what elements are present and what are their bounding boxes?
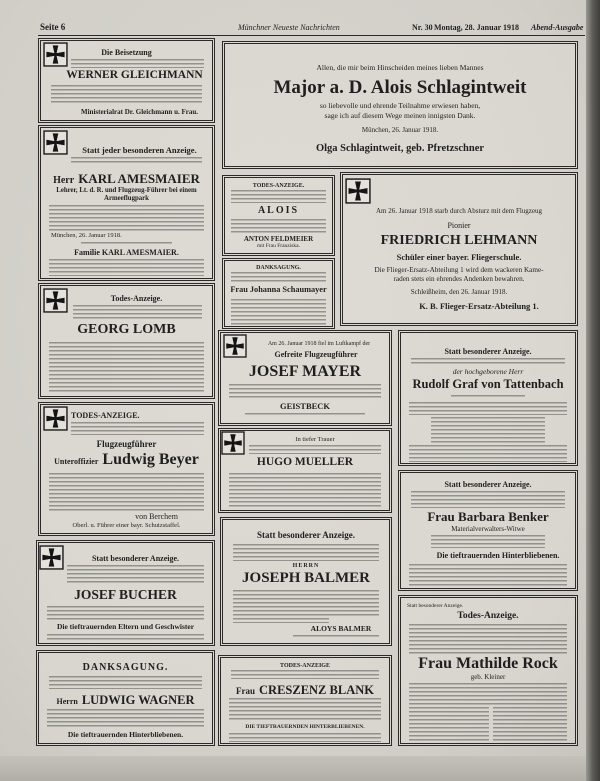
illegible-text-lines bbox=[49, 342, 204, 394]
deceased-name-line bbox=[221, 682, 389, 698]
newspaper-title: Münchner Neueste Nachrichten bbox=[238, 23, 340, 32]
illegible-text-lines bbox=[231, 190, 326, 203]
deceased-name: LUDWIG WAGNER bbox=[81, 693, 195, 707]
illegible-text-lines bbox=[49, 205, 204, 231]
notice-heading: In tiefer Trauer bbox=[295, 436, 335, 443]
deceased-name: Rudolf Graf von Tattenbach bbox=[412, 377, 564, 391]
name-prefix: Herr bbox=[53, 175, 75, 186]
notice-heading: Todes-Anzeige. bbox=[457, 611, 519, 621]
notice-signature: von Berchem bbox=[135, 512, 178, 521]
notice-signature: ALOYS BALMER bbox=[310, 624, 372, 633]
maiden-name: geb. Kleiner bbox=[470, 673, 506, 681]
notice-heading: Statt besonderer Anzeige. bbox=[444, 480, 532, 489]
notice-lehmann bbox=[340, 172, 578, 326]
deceased-name: ALOIS bbox=[257, 205, 300, 216]
deceased-name: CRESZENZ BLANK bbox=[259, 683, 374, 697]
notice-text-line: raden stets ein ehrendes Andenken bewahren. bbox=[393, 275, 525, 283]
next-page-edge bbox=[586, 0, 600, 781]
illegible-text-lines bbox=[71, 59, 204, 68]
illegible-text-lines bbox=[47, 709, 204, 727]
notice-blank bbox=[218, 655, 392, 746]
notice-text-line: Allen, die mir beim Hinscheiden meines lieben Mannes bbox=[316, 63, 484, 72]
notice-intro: der hochgeborene Herr bbox=[452, 367, 524, 376]
illegible-text-lines bbox=[49, 473, 204, 511]
rank-line: Lehrer, Lt. d. R. und Flugzeug-Führer bei einem bbox=[56, 187, 197, 194]
illegible-text-lines bbox=[233, 544, 379, 561]
illegible-text-lines bbox=[231, 219, 326, 233]
page-bottom-margin bbox=[0, 756, 586, 781]
signature-role: Oberl. u. Führer einer bayr. Schutzstaffel. bbox=[72, 522, 181, 529]
iron-cross-graphic bbox=[43, 406, 68, 431]
deceased-name: GEORG LOMB bbox=[77, 322, 176, 337]
notice-schaumayer bbox=[222, 258, 335, 329]
notice-beyer bbox=[38, 402, 215, 536]
notice-mayer bbox=[218, 330, 392, 426]
notice-signature: Ministerialrat Dr. Gleichmann u. Frau. bbox=[81, 108, 198, 116]
deceased-role: Flugzeugführer bbox=[96, 439, 157, 449]
deceased-name: Ludwig Beyer bbox=[102, 451, 199, 468]
iron-cross-icon bbox=[345, 178, 371, 204]
notice-text-line: Die Flieger-Ersatz-Abteilung 1 wird dem wackeren Kame- bbox=[374, 266, 544, 274]
illegible-text-lines bbox=[245, 413, 365, 417]
iron-cross-icon bbox=[43, 130, 68, 155]
illegible-text-lines bbox=[231, 299, 326, 325]
deceased-name-line bbox=[39, 692, 212, 708]
notice-heading: Statt jeder besonderen Anzeige. bbox=[82, 145, 197, 155]
deceased-name: JOSEPH BALMER bbox=[242, 570, 370, 586]
notice-signature: Die tieftrauernden Hinterbliebenen. bbox=[67, 730, 184, 739]
edition: Abend-Ausgabe bbox=[531, 23, 584, 32]
illegible-text-lines bbox=[229, 384, 381, 399]
illegible-text-lines bbox=[233, 618, 329, 623]
deceased-role: Schüler einer bayer. Fliegerschule. bbox=[396, 252, 522, 262]
illegible-text-lines bbox=[409, 564, 567, 588]
illegible-text-lines bbox=[409, 683, 567, 705]
notice-signature: GEISTBECK bbox=[279, 401, 331, 411]
illegible-text-lines bbox=[71, 422, 204, 435]
notice-text-line: sage ich auf diesem Wege meinen innigsten Dank. bbox=[324, 111, 476, 120]
illegible-text-lines bbox=[249, 445, 381, 454]
notice-intro: Die Beisetzung bbox=[101, 48, 152, 57]
illegible-text-lines bbox=[493, 707, 567, 741]
rank-line: Armeeflugpark bbox=[104, 195, 149, 202]
name-prefix: HERRN bbox=[292, 563, 320, 569]
notice-text-line: so liebevolle und ehrende Teilnahme erwiesen haben, bbox=[319, 101, 481, 110]
notice-signature: Die tieftrauernden Eltern und Geschwister bbox=[56, 622, 195, 631]
notice-heading: Todes-Anzeige. bbox=[110, 294, 163, 303]
notice-schlagintweit bbox=[222, 41, 578, 169]
notice-heading: Statt besonderer Anzeige. bbox=[257, 530, 355, 540]
header-rule bbox=[38, 35, 585, 36]
illegible-text-lines bbox=[409, 445, 567, 462]
notice-amesmaier bbox=[38, 125, 215, 281]
deceased-subtitle: Materialverwalters-Witwe bbox=[451, 525, 525, 533]
illegible-text-lines bbox=[233, 590, 379, 616]
illegible-text-lines bbox=[293, 635, 379, 639]
illegible-text-lines bbox=[51, 85, 202, 105]
illegible-text-lines bbox=[431, 417, 545, 443]
notice-heading: Statt besonderer Anzeige. bbox=[444, 347, 532, 356]
notice-benker bbox=[398, 470, 578, 591]
issue-number: Nr. 30 bbox=[412, 23, 433, 32]
iron-cross-graphic bbox=[345, 178, 371, 204]
notice-signature: DIE TIEFTRAUERNDEN HINTERBLIEBENEN. bbox=[245, 724, 365, 730]
notice-signature: Familie KARL AMESMAIER. bbox=[74, 248, 179, 257]
illegible-text-lines bbox=[229, 473, 381, 509]
illegible-text-lines bbox=[411, 358, 565, 366]
notice-heading: TODES-ANZEIGE bbox=[280, 663, 330, 669]
deceased-name: HUGO MUELLER bbox=[256, 456, 354, 468]
notice-bucher bbox=[36, 540, 215, 646]
notice-wagner bbox=[36, 650, 215, 746]
notice-rock bbox=[398, 595, 578, 746]
deceased-name-line bbox=[41, 452, 212, 468]
place-date: München, 26. Januar 1918. bbox=[361, 126, 439, 134]
deceased-name: Frau Mathilde Rock bbox=[418, 655, 558, 672]
deceased-name: WERNER GLEICHMANN bbox=[66, 69, 203, 81]
deceased-name: FRIEDRICH LEHMANN bbox=[380, 233, 538, 248]
deceased-name-line bbox=[41, 171, 212, 187]
notice-gleichmann bbox=[38, 38, 215, 123]
notice-text-line: Am 26. Januar 1918 starb durch Absturz mit dem Flugzeug bbox=[375, 207, 543, 215]
notice-signature: K. B. Flieger-Ersatz-Abteilung 1. bbox=[419, 301, 539, 311]
illegible-text-lines bbox=[73, 305, 202, 320]
page-number: Seite 6 bbox=[40, 22, 66, 32]
illegible-text-lines bbox=[47, 606, 204, 620]
illegible-text-lines bbox=[409, 402, 567, 415]
illegible-text-lines bbox=[47, 634, 204, 642]
deceased-name: Major a. D. Alois Schlagintweit bbox=[273, 77, 527, 98]
deceased-name: KARL AMESMAIER bbox=[78, 171, 200, 186]
notice-heading: TODES-ANZEIGE. bbox=[71, 411, 140, 420]
illegible-text-lines bbox=[67, 565, 204, 585]
illegible-text-lines bbox=[49, 676, 202, 689]
illegible-text-lines bbox=[409, 707, 489, 741]
notice-mueller bbox=[218, 428, 392, 513]
notice-feldmeier bbox=[222, 175, 335, 256]
signature-line-2: mit Frau Franziska. bbox=[257, 243, 300, 249]
notice-lomb bbox=[38, 283, 215, 399]
illegible-text-lines bbox=[409, 624, 567, 654]
deceased-rank: Pionier bbox=[447, 221, 471, 230]
illegible-text-lines bbox=[431, 535, 545, 548]
illegible-text-lines bbox=[231, 272, 326, 284]
deceased-role: Gefreite Flugzeugführer bbox=[274, 350, 358, 359]
iron-cross-graphic bbox=[43, 130, 68, 155]
illegible-text-lines bbox=[71, 157, 202, 165]
notice-signature: ANTON FELDMEIER bbox=[243, 235, 314, 243]
notice-heading: DANKSAGUNG. bbox=[82, 662, 169, 673]
illegible-text-lines bbox=[229, 698, 381, 722]
place-date: München, 26. Januar 1918. bbox=[51, 232, 122, 239]
notice-signature: Olga Schlagintweit, geb. Pfretzschner bbox=[315, 143, 485, 154]
notice-signature: Die tieftrauernden Hinterbliebenen. bbox=[436, 551, 560, 560]
notice-tattenbach bbox=[398, 330, 578, 466]
notice-heading: TODES-ANZEIGE. bbox=[252, 183, 305, 189]
illegible-text-lines bbox=[411, 491, 565, 508]
illegible-text-lines bbox=[49, 259, 204, 276]
deceased-name: JOSEF BUCHER bbox=[74, 587, 177, 602]
place-date: Schleißheim, den 26. Januar 1918. bbox=[410, 288, 508, 296]
deceased-rank: Unteroffizier bbox=[54, 457, 99, 466]
illegible-text-lines bbox=[81, 242, 172, 246]
notice-heading: Statt besonderer Anzeige. bbox=[91, 554, 180, 563]
deceased-name: JOSEF MAYER bbox=[248, 363, 362, 380]
name-prefix: Frau bbox=[236, 686, 256, 696]
notice-pre-heading: Statt besonderer Anzeige. bbox=[407, 603, 464, 609]
name-prefix: Herrn bbox=[56, 697, 78, 706]
notice-text-line: Am 26. Januar 1918 fiel im Luftkampf der bbox=[267, 341, 371, 347]
deceased-name: Frau Johanna Schaumayer bbox=[230, 285, 327, 294]
notice-balmer bbox=[220, 517, 392, 646]
illegible-text-lines bbox=[229, 733, 381, 742]
illegible-text-lines bbox=[231, 670, 379, 679]
deceased-name: Frau Barbara Benker bbox=[427, 509, 549, 524]
iron-cross-icon bbox=[43, 406, 68, 431]
issue-date: Montag, 28. Januar 1918 bbox=[434, 23, 519, 32]
illegible-text-lines bbox=[451, 395, 525, 399]
notice-heading: DANKSAGUNG. bbox=[256, 265, 301, 271]
